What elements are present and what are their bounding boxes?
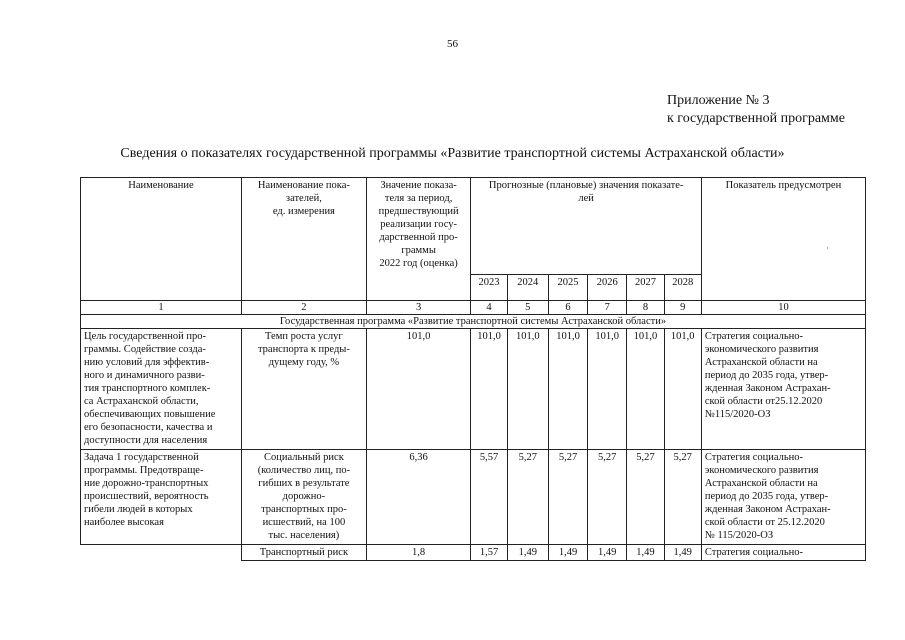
row-value-2027: 101,0 [627, 329, 664, 450]
table-row [81, 329, 866, 450]
row-value-2023: 101,0 [471, 329, 507, 450]
header-indicator: Наименование пока- зателей, ед. измерения [242, 178, 367, 301]
column-number: 3 [366, 301, 471, 315]
header-name [81, 178, 242, 301]
year-2026: 2026 [588, 275, 627, 301]
column-number: 9 [664, 301, 701, 315]
column-number: 6 [548, 301, 587, 315]
header-source-text: Показатель предусмотрен [725, 180, 842, 191]
row-indicator: Социальный риск (количество лиц, по- гибших в результате дорожно- транспортных про- исшествий, на 100 тыс. населения) [242, 450, 367, 545]
row-indicator: Темп роста услуг транспорта к преды- дущему году, % [242, 329, 367, 450]
row-value-2024: 5,27 [507, 450, 548, 545]
column-number-row [81, 301, 866, 315]
section-title: Государственная программа «Развитие транспортной системы Астраханской области» [81, 315, 866, 329]
row-base-value: 101,0 [366, 329, 471, 450]
appendix-line-1: Приложение № 3 [667, 93, 770, 108]
row-value-2028: 1,49 [664, 545, 701, 561]
header-base-value: Значение показа- теля за период, предшествующий реализации госу- дарственной про- граммы 2022 год (оценка) [366, 178, 471, 301]
column-number: 5 [507, 301, 548, 315]
column-number: 8 [627, 301, 664, 315]
column-number: 10 [701, 301, 865, 315]
row-value-2025: 101,0 [548, 329, 587, 450]
row-value-2027: 1,49 [627, 545, 664, 561]
row-value-2026: 5,27 [588, 450, 627, 545]
row-name: Задача 1 государственной программы. Предотвраще- ние дорожно-транспортных происшествий, вероятность гибели людей в которых наиболее высокая [81, 450, 242, 545]
row-indicator: Транспортный риск [242, 545, 367, 561]
row-name [81, 545, 242, 561]
header-name-text: Наименование [128, 180, 194, 191]
appendix-label [667, 92, 845, 128]
row-source: Стратегия социально- [701, 545, 865, 561]
row-value-2024: 101,0 [507, 329, 548, 450]
row-value-2025: 5,27 [548, 450, 587, 545]
year-2027: 2027 [627, 275, 664, 301]
row-value-2025: 1,49 [548, 545, 587, 561]
column-number: 4 [471, 301, 507, 315]
table-row [81, 450, 866, 545]
row-source: Стратегия социально- экономического развития Астраханской области на период до 2035 года, утвер- жденная Законом Астрахан- ской области от25.12.2020 №115/2020-ОЗ [701, 329, 865, 450]
row-base-value: 6,36 [366, 450, 471, 545]
section-row [81, 315, 866, 329]
row-value-2026: 101,0 [588, 329, 627, 450]
header-forecast: Прогнозные (плановые) значения показате- лей [471, 178, 701, 275]
column-number: 2 [242, 301, 367, 315]
table-row [81, 545, 866, 561]
column-number: 1 [81, 301, 242, 315]
header-source [701, 178, 865, 301]
row-base-value: 1,8 [366, 545, 471, 561]
row-value-2023: 5,57 [471, 450, 507, 545]
speck-mark: · [826, 244, 829, 253]
row-value-2027: 5,27 [627, 450, 664, 545]
row-value-2028: 5,27 [664, 450, 701, 545]
year-2028: 2028 [664, 275, 701, 301]
row-value-2023: 1,57 [471, 545, 507, 561]
row-value-2028: 101,0 [664, 329, 701, 450]
year-2024: 2024 [507, 275, 548, 301]
header-row [81, 178, 866, 275]
row-value-2026: 1,49 [588, 545, 627, 561]
column-number: 7 [588, 301, 627, 315]
year-2023: 2023 [471, 275, 507, 301]
document-title: Сведения о показателях государственной программы «Развитие транспортной системы Астраханской области» [120, 146, 785, 161]
appendix-line-2: к государственной программе [667, 111, 845, 126]
row-source: Стратегия социально- экономического развития Астраханской области на период до 2035 года, утвер- жденная Законом Астрахан- ской области от 25.12.2020 № 115/2020-ОЗ [701, 450, 865, 545]
row-value-2024: 1,49 [507, 545, 548, 561]
page-number: 56 [447, 38, 458, 50]
year-2025: 2025 [548, 275, 587, 301]
indicators-table [80, 177, 866, 561]
row-name: Цель государственной про- граммы. Содействие созда- нию условий для эффектив- ного и динамичного разви- тия транспортного комплек- са Астраханской области, обеспечивающих повышение его безопасности, качества и доступности для населения [81, 329, 242, 450]
